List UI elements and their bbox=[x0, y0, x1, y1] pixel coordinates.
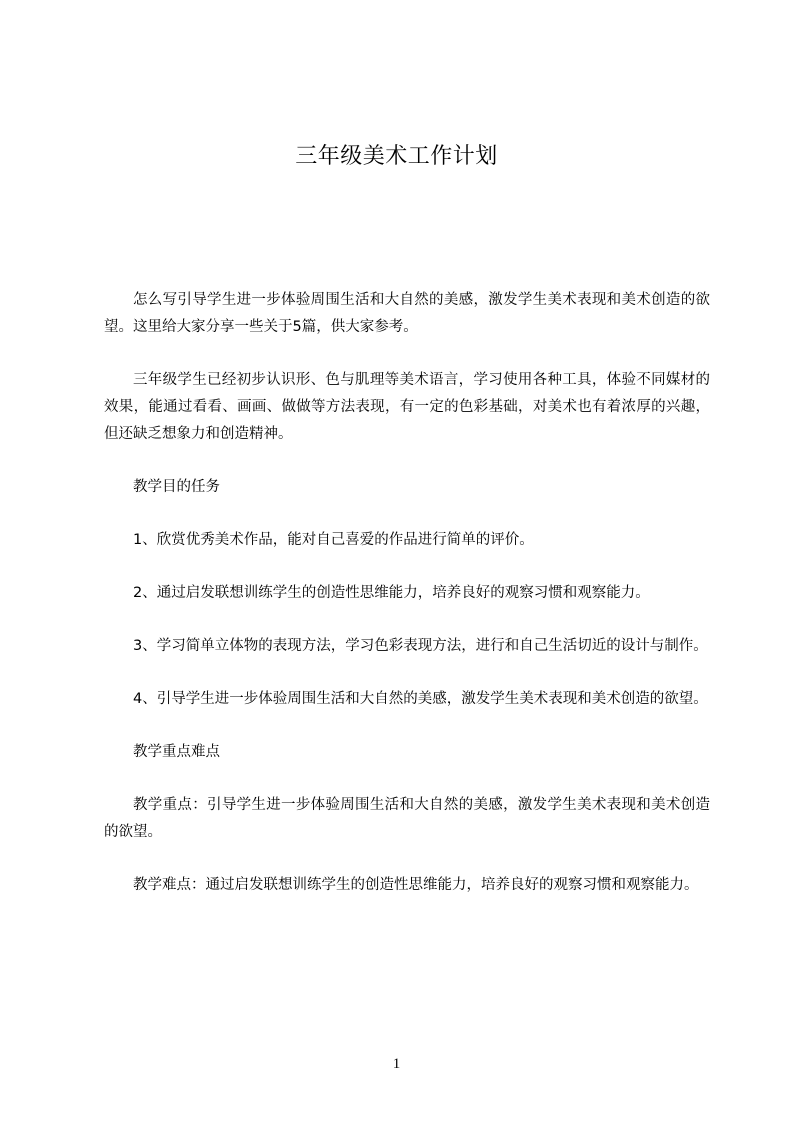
document-body bbox=[104, 287, 710, 925]
section-heading-objectives: 教学目的任务 bbox=[133, 479, 220, 495]
objective-item-3: 3、学习简单立体物的表现方法，学习色彩表现方法，进行和自己生活切近的设计与制作。 bbox=[133, 638, 708, 654]
page-number: 1 bbox=[392, 1056, 401, 1072]
section-heading-key-points: 教学重点难点 bbox=[133, 744, 220, 760]
key-point-paragraph: 教学重点：引导学生进一步体验周围生活和大自然的美感，激发学生美术表现和美术创造的欲望。 bbox=[104, 797, 710, 840]
objective-item-4: 4、引导学生进一步体验周围生活和大自然的美感，激发学生美术表现和美术创造的欲望。 bbox=[133, 691, 708, 707]
difficult-point-paragraph: 教学难点：通过启发联想训练学生的创造性思维能力，培养良好的观察习惯和观察能力。 bbox=[133, 877, 699, 893]
intro-paragraph: 怎么写引导学生进一步体验周围生活和大自然的美感，激发学生美术表现和美术创造的欲望。这里给大家分享一些关于5篇，供大家参考。 bbox=[104, 292, 710, 335]
document-title: 三年级美术工作计划 bbox=[295, 144, 498, 169]
objective-item-2: 2、通过启发联想训练学生的创造性思维能力，培养良好的观察习惯和观察能力。 bbox=[133, 585, 650, 601]
student-analysis-paragraph: 三年级学生已经初步认识形、色与肌理等美术语言，学习使用各种工具，体验不同媒材的效果，能通过看看、画画、做做等方法表现，有一定的色彩基础，对美术也有着浓厚的兴趣，但还缺乏想象力和创造精神。 bbox=[104, 372, 710, 442]
objective-item-1: 1、欣赏优秀美术作品，能对自己喜爱的作品进行简单的评价。 bbox=[133, 532, 534, 548]
